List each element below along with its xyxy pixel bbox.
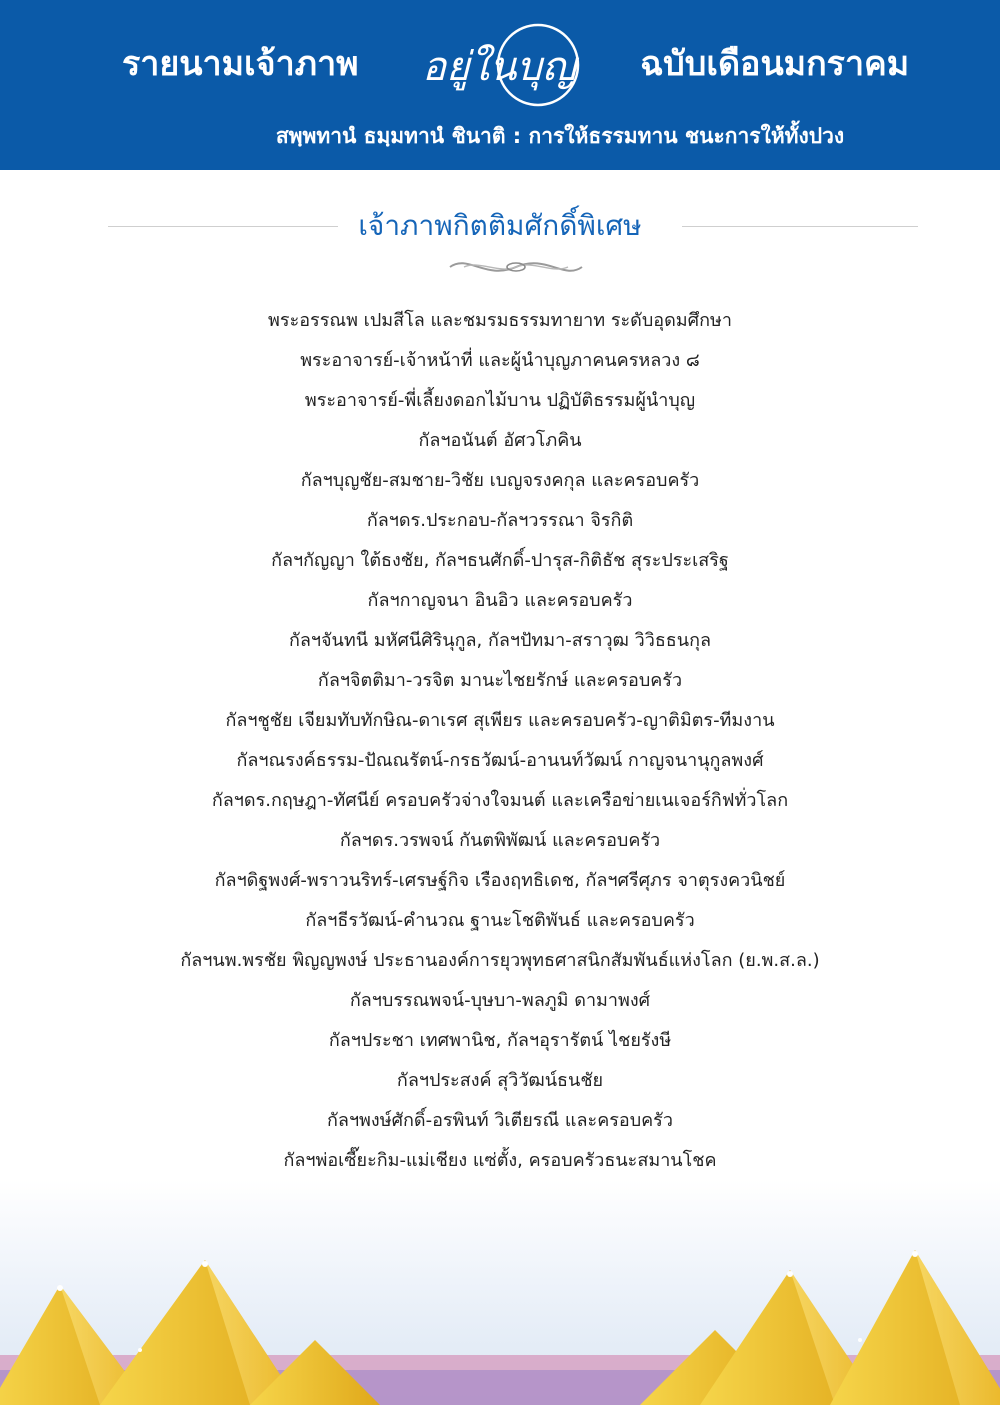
host-name-item: กัลฯณรงค์ธรรม-ปัณณรัตน์-กรธวัฒน์-อานนท์วัฒน์ กาญจนานุกูลพงศ์ — [236, 750, 764, 771]
golden-pagodas-illustration — [0, 1180, 1000, 1405]
host-name-item: กัลฯบรรณพจน์-บุษบา-พลภูมิ ดามาพงศ์ — [349, 990, 651, 1011]
host-name-item: กัลฯดร.กฤษฎา-ทัศนีย์ ครอบครัวจ่างใจมนต์ และเครือข่ายเนเจอร์กิฟทั่วโลก — [211, 790, 789, 811]
host-name-item: กัลฯดร.ประกอบ-กัลฯวรรณา จิรกิติ — [366, 510, 634, 531]
host-name-item: พระอาจารย์-เจ้าหน้าที่ และผู้นำบุญภาคนครหลวง ๘ — [300, 350, 700, 371]
logo-text: อยู่ในบุญ — [422, 44, 576, 90]
header-title-right: ฉบับเดือนมกราคม — [640, 44, 910, 84]
ornament-divider — [446, 256, 586, 278]
host-name-item: กัลฯดร.วรพจน์ กันตพิพัฒน์ และครอบครัว — [339, 830, 661, 851]
header-title-left: รายนามเจ้าภาพ — [122, 44, 359, 84]
title-rule-right — [682, 226, 918, 227]
host-name-item: กัลฯจิตติมา-วรจิต มานะไชยรักษ์ และครอบครัว — [317, 670, 683, 691]
host-name-item: กัลฯพงษ์ศักดิ์-อรพินท์ วิเตียรณี และครอบครัว — [327, 1110, 673, 1131]
host-name-item: กัลฯกัญญา ใต้ธงชัย, กัลฯธนศักดิ์-ปารุส-กิติธัช สุระประเสริฐ — [271, 550, 729, 571]
footer-pagodas — [0, 1180, 1000, 1405]
header-subtitle: สพฺพทานํ ธมฺมทานํ ชินาติ : การให้ธรรมทาน ชนะการให้ทั้งปวง — [275, 124, 845, 148]
magazine-logo — [386, 20, 612, 110]
host-names-list — [0, 301, 1000, 1221]
host-name-item: พระอรรณพ เปมสีโล และชมรมธรรมทายาท ระดับอุดมศึกษา — [268, 310, 732, 331]
host-name-item: พระอาจารย์-พี่เลี้ยงดอกไม้บาน ปฏิบัติธรรมผู้นำบุญ — [304, 390, 696, 411]
section-title: เจ้าภาพกิตติมศักดิ์พิเศษ — [358, 209, 642, 242]
host-name-item: กัลฯอนันต์ อัศวโภคิน — [418, 430, 582, 451]
host-name-item: กัลฯชูชัย เจียมทับทักษิณ-ดาเรศ สุเพียร และครอบครัว-ญาติมิตร-ทีมงาน — [225, 710, 775, 731]
host-name-item: กัลฯบุญชัย-สมชาย-วิชัย เบญจรงคกุล และครอบครัว — [300, 470, 700, 491]
header-banner — [0, 0, 1000, 170]
host-name-item: กัลฯจันทนี มหัศนีศิรินุกูล, กัลฯปัทมา-สราวุฒ วิวิธธนกุล — [288, 630, 712, 651]
host-name-item: กัลฯนพ.พรชัย พิญญพงษ์ ประธานองค์การยุวพุทธศาสนิกสัมพันธ์แห่งโลก (ย.พ.ส.ล.) — [180, 950, 820, 971]
host-name-item: กัลฯธีรวัฒน์-คำนวณ ฐานะโชติพันธ์ และครอบครัว — [305, 910, 695, 931]
logo-icon — [386, 20, 612, 110]
flourish-icon — [446, 256, 586, 278]
host-name-item: กัลฯกาญจนา อินอิว และครอบครัว — [367, 590, 633, 611]
host-name-item: กัลฯพ่อเซี๊ยะกิม-แม่เชียง แซ่ตั้ง, ครอบครัวธนะสมานโชค — [283, 1150, 717, 1171]
host-name-item: กัลฯประชา เทศพานิช, กัลฯอุรารัตน์ ไชยรังษี — [328, 1030, 672, 1051]
host-name-item: กัลฯดิฐพงศ์-พราวนริทร์-เศรษฐ์กิจ เรืองฤทธิเดช, กัลฯศรีศุภร จาตุรงควนิชย์ — [214, 870, 786, 891]
host-name-item: กัลฯประสงค์ สุวิวัฒน์ธนชัย — [396, 1070, 604, 1091]
